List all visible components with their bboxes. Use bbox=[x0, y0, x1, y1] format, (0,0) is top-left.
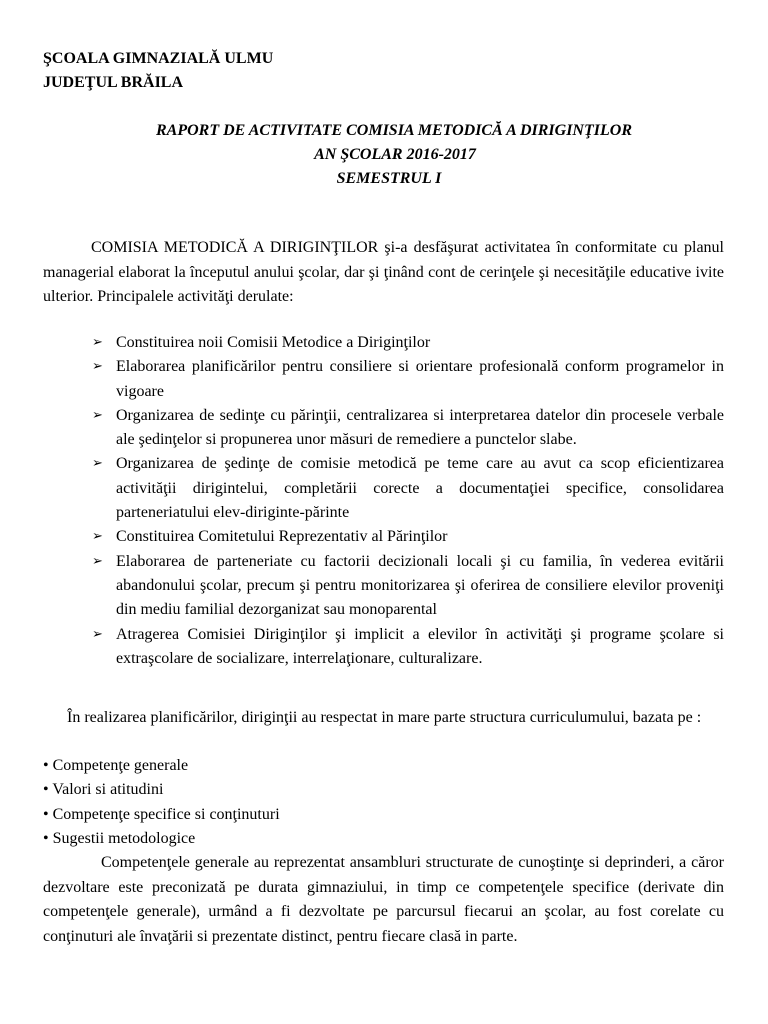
activity-text: Atragerea Comisiei Diriginţilor şi implicit a elevilor în activităţi şi programe şcolare si extraşcolare de socializare, interrelaţionare, culturalizare. bbox=[116, 625, 724, 667]
county-name: JUDEŢUL BRĂILA bbox=[43, 74, 184, 91]
report-title bbox=[0, 119, 768, 191]
list-item bbox=[92, 331, 724, 355]
structure-item: • Competenţe specifice si conţinuturi bbox=[43, 805, 280, 823]
title-line-1: RAPORT DE ACTIVITATE COMISIA METODICĂ A DIRIGINŢILOR bbox=[156, 122, 632, 139]
activity-text: Constituirea noii Comisii Metodice a Diriginţilor bbox=[116, 334, 431, 351]
activity-text: Constituirea Comitetului Reprezentativ al Părinţilor bbox=[116, 528, 448, 546]
activity-text: Organizarea de sedinţe cu părinţii, centralizarea si interpretarea datelor din procesele verbale ale şedinţelor si propunerea unor măsuri de remediere a punctelor slabe. bbox=[116, 406, 724, 449]
list-item bbox=[92, 355, 724, 404]
arrow-bullet-icon: ➢ bbox=[92, 626, 103, 642]
school-name: ŞCOALA GIMNAZIALĂ ULMU bbox=[43, 50, 274, 67]
title-line-3: SEMESTRUL I bbox=[336, 170, 442, 187]
structure-list bbox=[43, 754, 280, 851]
activity-text: Organizarea de şedinţe de comisie metodică pe teme care au avut ca scop eficientizarea activităţii dirigintelui, completării corecte a documentaţiei specifice, consolidarea parteneriatului elev-diriginte-părinte bbox=[116, 455, 724, 522]
planning-paragraph: În realizarea planificărilor, diriginţii au respectat in mare parte structura curriculumului, bazata pe : bbox=[67, 709, 702, 726]
arrow-bullet-icon: ➢ bbox=[92, 529, 103, 545]
arrow-bullet-icon: ➢ bbox=[92, 456, 103, 472]
arrow-bullet-icon: ➢ bbox=[92, 407, 103, 423]
structure-item: • Valori si atitudini bbox=[43, 781, 164, 799]
title-line-2: AN ŞCOLAR 2016-2017 bbox=[314, 146, 476, 163]
structure-item: • Competenţe generale bbox=[43, 757, 189, 774]
arrow-bullet-icon: ➢ bbox=[92, 553, 103, 569]
activity-text: Elaborarea de parteneriate cu factorii decizionali locali şi cu familia, în vederea evitării abandonului şcolar, precum şi pentru monitorizarea şi oferirea de consiliere elevilor proveniţi din mediu familial dezorganizat sau monoparental bbox=[116, 552, 724, 619]
list-item bbox=[92, 550, 724, 623]
list-item bbox=[92, 452, 724, 525]
activities-list bbox=[92, 331, 724, 671]
list-item bbox=[92, 623, 724, 672]
intro-paragraph: COMISIA METODICĂ A DIRIGINŢILOR şi-a desfăşurat activitatea în conformitate cu planul managerial elaborat la începutul anului şcolar, dar şi ţinând cont de cerinţele şi necesităţile educative ivite ulterior. Principalele activităţi derulate: bbox=[43, 239, 724, 305]
arrow-bullet-icon: ➢ bbox=[92, 335, 103, 350]
list-item bbox=[92, 525, 724, 549]
structure-item: • Sugestii metodologice bbox=[43, 829, 196, 847]
activity-text: Elaborarea planificărilor pentru consiliere si orientare profesională conform programelor in vigoare bbox=[116, 358, 724, 400]
competences-paragraph: Competenţele generale au reprezentat ansambluri structurate de cunoştinţe si deprinderi, a căror dezvoltare este preconizată pe durata gimnaziului, in timp ce competenţele specifice (derivate din competenţele generale), urmând a fi dezvoltate pe parcursul fiecarui an şcolar, au fost corelate cu conţinuturi ale învaţării si prezentate distinct, pentru fiecare clasă in parte. bbox=[43, 854, 724, 945]
school-header bbox=[43, 47, 273, 95]
arrow-bullet-icon: ➢ bbox=[92, 359, 103, 375]
list-item bbox=[92, 404, 724, 453]
